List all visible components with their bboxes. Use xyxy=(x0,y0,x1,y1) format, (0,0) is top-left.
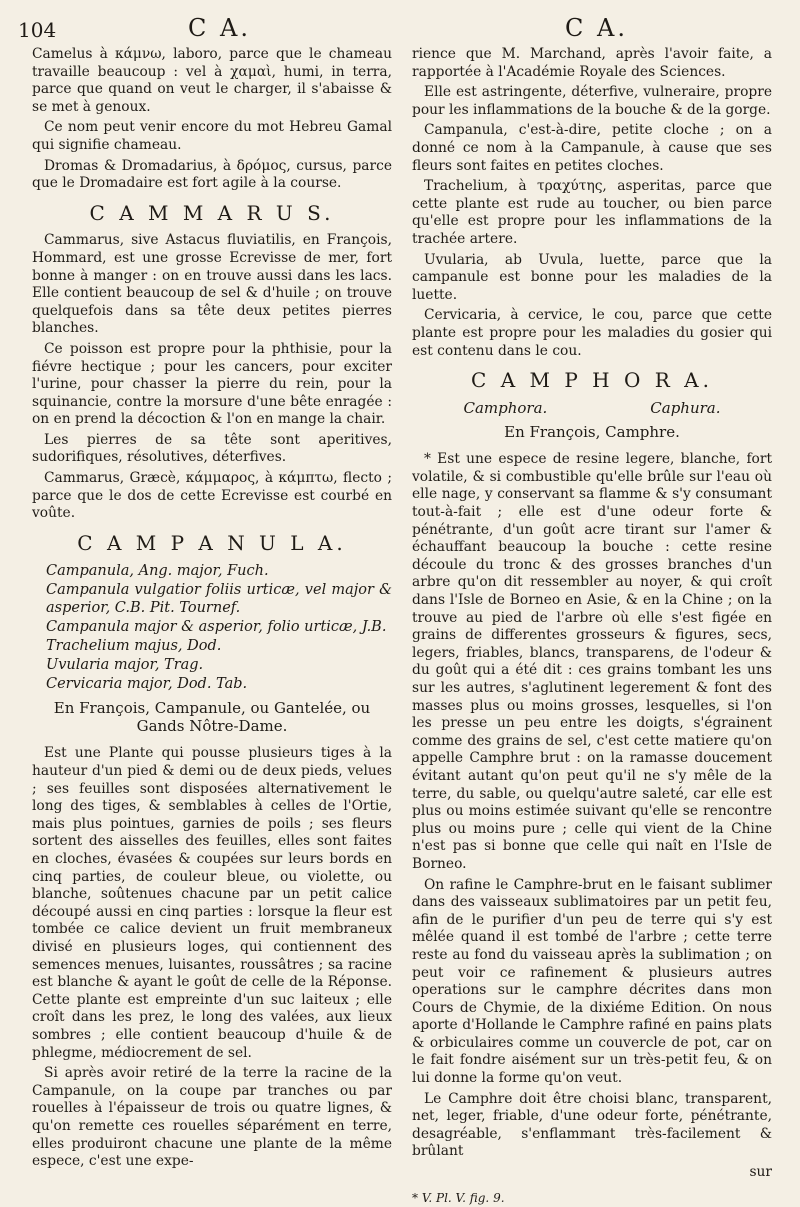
footnote: * V. Pl. V. fig. 9. xyxy=(412,1190,505,1205)
catchword: sur xyxy=(749,1164,772,1181)
paragraph-camphre-description: * Est une espece de resine legere, blanche, fort volatile, & si combustible qu'elle brûle sur l'eau où elle nage, y conservant sa flamme & s'y consumant tout-à-fait ; elle est d'une odeur forte & pénétrante, d'un goût acre tirant sur l'amer & échauffant beaucoup la bouche : cette resine découle du tronc & des grosses branches d'un arbre qu'on dit ressembler au noyer, & qui croît dans l'Isle de Borneo en Asie, & en la Chine ; on la trouve au pied de l'arbre où elle s'est figée en grains de differentes grosseurs & figures, secs, legers, friables, blancs, transparens, de l'odeur & du goût qui a été dit : ces grains tombant les uns sur les autres, s'aglutinent legerement & font des masses plus ou moins grosses, lesquelles, si l'on les presse un peu entre les doigts, s'égrainent comme des grains de sel, c'est cette matiere qu'on appelle Camphre brut : on la ramasse doucement évitant autant qu'on peut qu'il ne s'y mêle de la terre, du sable, ou quelqu'autre saleté, car elle est plus ou moins estimée suivant qu'elle se rencontre plus ou moins pure ; celle qui vient de la Chine n'est pas si bonne que celle qui naît en l'Isle de Borneo. xyxy=(412,451,772,872)
paragraph-cammarus-stones: Les pierres de sa tête sont aperitives, sudorifiques, résolutives, déterfives. xyxy=(32,431,392,466)
latin-name-camphora: Camphora. xyxy=(463,398,548,417)
paragraph-trachelium: Trachelium, à τραχύτης, asperitas, parce que cette plante est rude au toucher, ou bien parce qu'elle est propre pour les inflammations de la trachée artere. xyxy=(412,178,772,247)
paragraph-petite-cloche: Campanula, c'est-à-dire, petite cloche ; on a donné ce nom à la Campanule, à cause que ses fleurs sont faites en petites cloches. xyxy=(412,122,772,174)
french-name-camphre: En François, Camphre. xyxy=(504,423,680,442)
heading-cammarus: C A M M A R U S. xyxy=(89,200,335,225)
paragraph-dromas: Dromas & Dromadarius, à δρόμος, cursus, parce que le Dromadaire est fort agile à la course. xyxy=(32,157,392,192)
running-head-right: C A. xyxy=(565,14,628,42)
paragraph-cammarus-uses: Ce poisson est propre pour la phthisie, pour la fiévre hectique ; pour les cancers, pour exciter l'urine, pour chasser la pierre du rein, pour la squinancie, contre la morsure d'une bête enragée : on en prend la décoction & l'on en mange la chair. xyxy=(32,340,392,428)
synonym-line: Cervicaria major, Dod. Tab. xyxy=(46,676,248,693)
synonym-line: Campanula, Ang. major, Fuch. xyxy=(46,563,269,580)
french-name-campanula: En François, Campanule, ou Gantelée, ou Gands Nôtre-Dame. xyxy=(53,699,371,736)
paragraph-campanula-description: Est une Plante qui pousse plusieurs tiges à la hauteur d'un pied & demi ou de deux pieds, velues ; ses feuilles sont disposées alternativement le long des tiges, & semblables à celles de l'Ortie, mais plus pointues, garnies de poils ; ses fleurs sortent des aisselles des feuilles, elles sont faites en cloches, évasées & coupées sur leurs bords en cinq parties, de couleur bleue, ou violette, ou blanche, soûtenues chacune par un petit calice découpé aussi en cinq parties : lorsque la fleur est tombée ce calice devient un fruit membraneux divisé en plusieurs loges, qui contiennent des semences menues, luisantes, roussâtres ; sa racine est blanche & ayant le goût de celle de la Réponse. Cette plante est empreinte d'un suc laiteux ; elle croît dans les prez, le long des valées, aux lieux sombres ; elle contient beaucoup d'huile & de phlegme, médiocrement de sel. xyxy=(32,745,392,1061)
running-head-left: C A. xyxy=(188,14,251,42)
paragraph-camphre-choice: Le Camphre doit être choisi blanc, transparent, net, leger, friable, d'une odeur forte, pénétrante, desagréable, s'enflammant très-facilement & brûlant xyxy=(412,1090,772,1160)
right-column xyxy=(412,46,772,1207)
paragraph-cervicaria: Cervicaria, à cervice, le cou, parce que cette plante est propre pour les maladies du gosier qui est contenu dans le cou. xyxy=(412,307,772,359)
paragraph-astringent: Elle est astringente, déterfive, vulneraire, propre pour les inflammations de la bouche & de la gorge. xyxy=(412,84,772,118)
paragraph-camphre-refining: On rafine le Camphre-brut en le faisant sublimer dans des vaisseaux sublimatoires par un petit feu, afin de le purifier d'un peu de terre qui s'y est mêlée quand il est tombé de l'arbre ; cette terre reste au fond du vaisseau après la sublimation ; on peut voir ce rafinement & plusieurs autres operations sur le camphre décrites dans mon Cours de Chymie, de la dixiéme Edition. On nous aporte d'Hollande le Camphre rafiné en pains plats & orbiculaires comme un couvercle de pot, car on le fait fondre aisément sur un très-petit feu, & on lui donne la forme qu'on veut. xyxy=(412,876,772,1087)
left-column xyxy=(32,46,392,1174)
synonym-line: Trachelium majus, Dod. xyxy=(46,638,222,655)
paragraph-cammarus-description: Cammarus, sive Astacus fluviatilis, en François, Hommard, est une grosse Ecrevisse de mer, fort bonne à manger : on en trouve aussi dans les lacs. Elle contient beaucoup de sel & d'huile ; on trouve quelquefois dans sa tête deux petites pierres blanches. xyxy=(32,232,392,337)
heading-campanula: C A M P A N U L A. xyxy=(77,530,347,555)
paragraph-uvularia: Uvularia, ab Uvula, luette, parce que la campanule est bonne pour les maladies de la luette. xyxy=(412,251,772,303)
paragraph-camelus: Camelus à κάμνω, laboro, parce que le chameau travaille beaucoup : vel à χαμαὶ, humi, in terra, parce que quand on veut le charger, il s'abaisse & se met à genoux. xyxy=(32,46,392,115)
page-number: 104 xyxy=(18,18,57,42)
synonym-line: Uvularia major, Trag. xyxy=(46,657,204,674)
latin-name-caphura: Caphura. xyxy=(650,398,721,417)
paragraph-cammarus-etymology: Cammarus, Græcè, κάμμαρος, à κάμπτω, flecto ; parce que le dos de cette Ecrevisse est courbé en voûte. xyxy=(32,470,392,522)
latin-names xyxy=(412,400,772,418)
synonym-line: Campanula major & asperior, folio urticæ, J.B. xyxy=(46,619,387,636)
paragraph-gamal: Ce nom peut venir encore du mot Hebreu Gamal qui signifie chameau. xyxy=(32,119,392,153)
paragraph-campanula-propagation: Si après avoir retiré de la terre la racine de la Campanule, on la coupe par tranches ou par rouelles à l'épaisseur de trois ou quatre lignes, & qu'on remette ces rouelles séparément en terre, elles produiront chacune une plante de la même espece, c'est une expe- xyxy=(32,1065,392,1170)
heading-camphora: C A M P H O R A. xyxy=(471,368,713,393)
synonym-line: Campanula vulgatior foliis urticæ, vel major & asperior, C.B. Pit. Tournef. xyxy=(46,582,392,617)
paragraph-marchand: rience que M. Marchand, après l'avoir faite, a rapportée à l'Académie Royale des Sciences. xyxy=(412,46,772,80)
